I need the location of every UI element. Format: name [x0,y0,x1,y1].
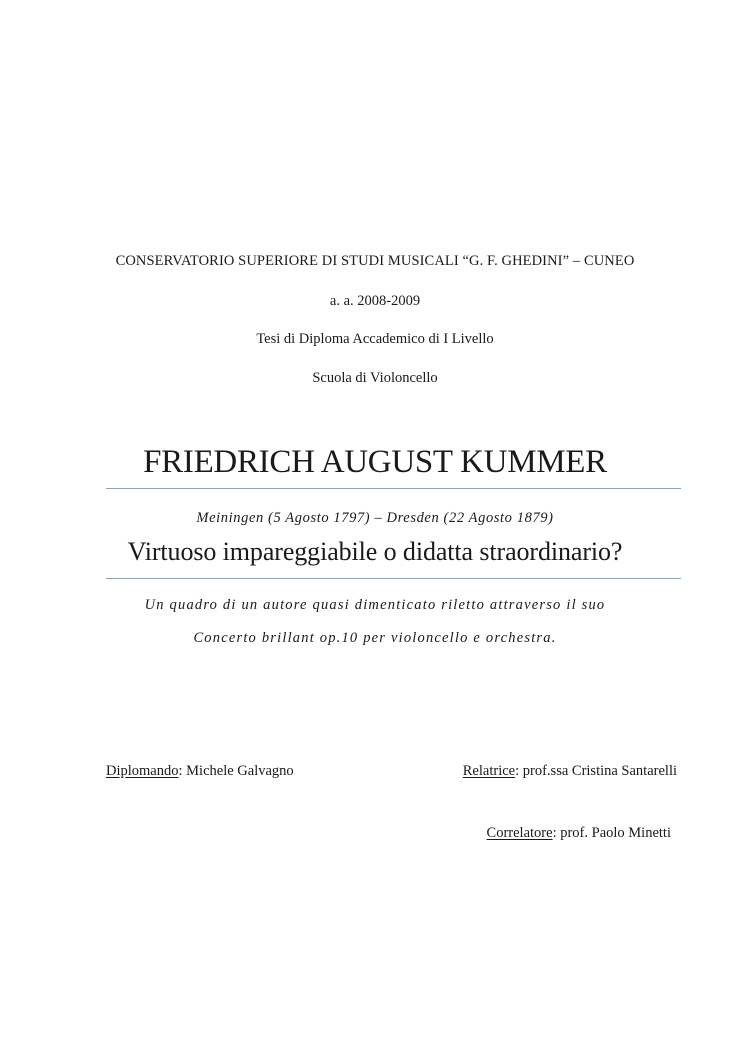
diplomando-credit [106,763,294,780]
description-line-2: Concerto brillant op.10 per violoncello e orchestra. [193,630,557,646]
correlatore-role: Correlatore [486,825,553,841]
correlatore-name: : prof. Paolo Minetti [552,825,671,841]
correlatore-credit [487,825,671,842]
diplomando-role: Diplomando [106,763,179,779]
thesis-subtitle: Virtuoso impareggiabile o didatta straordinario? [127,537,623,566]
title-divider-bottom [106,578,681,579]
title-divider-top [106,488,681,489]
relatrice-credit [463,763,677,780]
institution-name: CONSERVATORIO SUPERIORE DI STUDI MUSICALI “G. F. GHEDINI” – CUNEO [115,253,635,269]
thesis-type: Tesi di Diploma Accademico di I Livello [256,331,494,347]
relatrice-role: Relatrice [462,763,516,779]
author-dates: Meiningen (5 Agosto 1797) – Dresden (22 Agosto 1879) [196,510,554,526]
relatrice-name: : prof.ssa Cristina Santarelli [515,763,677,779]
school-name: Scuola di Violoncello [312,370,438,386]
author-title: FRIEDRICH AUGUST KUMMER [143,444,607,480]
academic-year: a. a. 2008-2009 [329,293,421,309]
description-line-1: Un quadro di un autore quasi dimenticato riletto attraverso il suo [144,597,606,613]
diplomando-name: : Michele Galvagno [178,763,294,779]
